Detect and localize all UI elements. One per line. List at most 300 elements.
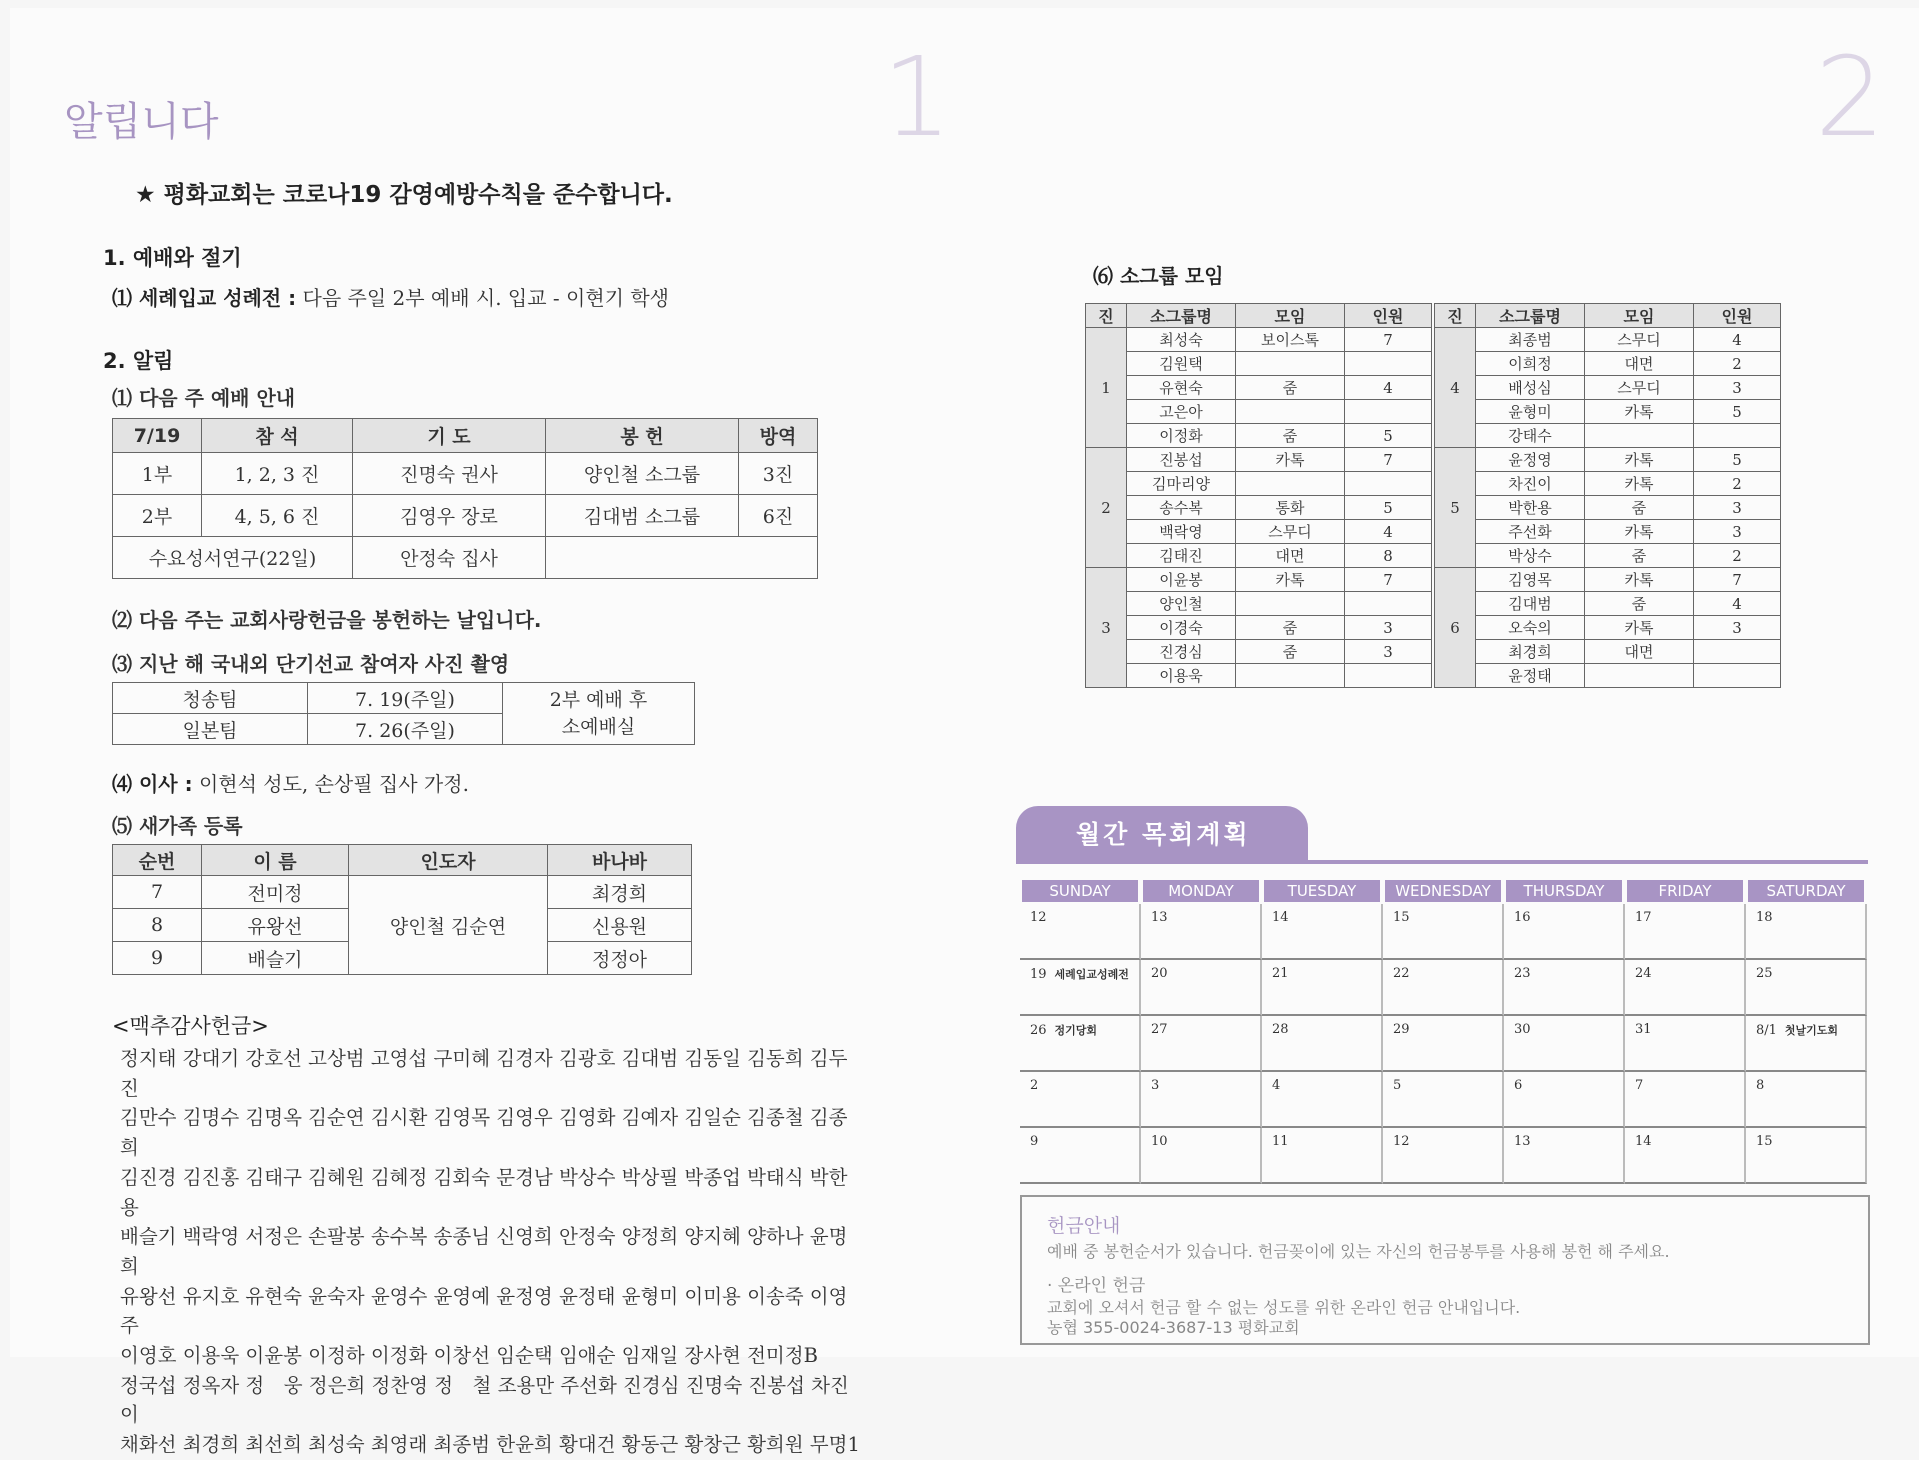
small-group-count <box>1345 352 1432 376</box>
table-row <box>1086 376 1432 400</box>
table-row <box>113 683 695 714</box>
calendar-cell <box>1625 1016 1746 1072</box>
table-row <box>1435 304 1781 328</box>
offering-account: 농협 355-0024-3687-13 평화교회 <box>1047 1318 1300 1337</box>
thanks-line: 김만수 김명수 김명옥 김순연 김시환 김영목 김영우 김영화 김예자 김일순 김종철 김종희 <box>120 1106 848 1160</box>
small-group-name: 고은아 <box>1127 400 1236 424</box>
small-group-method: 줌 <box>1585 544 1694 568</box>
small-group-header: 진 <box>1086 304 1127 328</box>
worship-table <box>112 418 818 579</box>
calendar-cell <box>1383 960 1504 1016</box>
table-row <box>113 876 692 909</box>
table-row <box>1086 520 1432 544</box>
table-row <box>1086 328 1432 352</box>
calendar-date: 17 <box>1635 910 1652 925</box>
calendar-cell <box>1262 1016 1383 1072</box>
small-group-jin: 2 <box>1086 448 1127 568</box>
small-group-name: 오숙의 <box>1476 616 1585 640</box>
small-group-count: 3 <box>1694 496 1781 520</box>
table-row <box>1435 376 1781 400</box>
new-family-no: 8 <box>113 909 202 942</box>
calendar-cell <box>1746 960 1867 1016</box>
calendar-cell <box>1141 1128 1262 1184</box>
table-row <box>1435 568 1781 592</box>
photo-place <box>503 683 695 745</box>
calendar-date: 11 <box>1272 1134 1289 1149</box>
small-group-header: 모임 <box>1236 304 1345 328</box>
small-group-method: 스무디 <box>1585 376 1694 400</box>
small-group-method: 줌 <box>1236 616 1345 640</box>
new-family-table <box>112 844 692 975</box>
worship-header: 기 도 <box>353 419 546 453</box>
small-group-method: 카톡 <box>1585 472 1694 496</box>
small-group-method: 카톡 <box>1585 400 1694 424</box>
small-group-count: 3 <box>1345 616 1432 640</box>
worship-cell: 양인철 소그룹 <box>546 453 739 495</box>
small-group-method: 줌 <box>1236 640 1345 664</box>
thanks-line: 김진경 김진홍 김태구 김혜원 김혜정 김회숙 문경남 박상수 박상필 박종업 박태식 박한용 <box>120 1165 848 1219</box>
moving-notice <box>112 768 469 797</box>
calendar-date: 14 <box>1635 1134 1652 1149</box>
calendar-day-header: FRIDAY <box>1627 880 1743 902</box>
section-worship-title: 1. 예배와 절기 <box>103 246 242 270</box>
small-group-header: 인원 <box>1694 304 1781 328</box>
new-family-leader: 양인철 김순연 <box>349 876 548 975</box>
online-offering-title: · 온라인 헌금 <box>1047 1276 1146 1296</box>
wednesday-prayer: 안정숙 집사 <box>353 537 546 579</box>
calendar-cell <box>1746 1072 1867 1128</box>
small-group-name: 김태진 <box>1127 544 1236 568</box>
calendar-cell <box>1504 1072 1625 1128</box>
calendar-cell <box>1020 1016 1141 1072</box>
small-group-name: 배성심 <box>1476 376 1585 400</box>
new-family-header: 인도자 <box>349 845 548 876</box>
section-worship-item <box>112 282 669 311</box>
calendar-cell <box>1383 1072 1504 1128</box>
small-group-count: 7 <box>1694 568 1781 592</box>
small-group-name: 최성숙 <box>1127 328 1236 352</box>
small-group-name: 윤정영 <box>1476 448 1585 472</box>
worship-cell: 4, 5, 6 진 <box>202 495 353 537</box>
small-group-title: ⑹ 소그룹 모임 <box>1093 264 1224 288</box>
new-family-header: 바나바 <box>548 845 692 876</box>
page-title: 알립니다 <box>64 99 219 145</box>
headline: ★ 평화교회는 코로나19 감영예방수칙을 준수합니다. <box>135 182 673 208</box>
calendar-cell <box>1383 1128 1504 1184</box>
table-row <box>1435 352 1781 376</box>
calendar-event: 세례입교성례전 <box>1054 968 1129 981</box>
table-row <box>1435 544 1781 568</box>
small-group-method <box>1236 400 1345 424</box>
small-group-method: 줌 <box>1236 376 1345 400</box>
table-row <box>1086 448 1432 472</box>
calendar-cell <box>1746 1128 1867 1184</box>
small-group-count: 5 <box>1345 496 1432 520</box>
calendar-cell <box>1625 904 1746 960</box>
calendar-cell <box>1262 904 1383 960</box>
worship-header: 방역 <box>739 419 818 453</box>
table-row <box>1435 328 1781 352</box>
photo-date: 7. 26(주일) <box>308 714 503 745</box>
small-group-header: 소그룹명 <box>1127 304 1236 328</box>
small-group-name: 윤정태 <box>1476 664 1585 688</box>
small-group-count: 4 <box>1345 520 1432 544</box>
table-row <box>1086 352 1432 376</box>
table-row <box>1086 496 1432 520</box>
calendar-date: 4 <box>1272 1078 1281 1093</box>
calendar-cell <box>1020 960 1141 1016</box>
calendar-cell <box>1020 1128 1141 1184</box>
small-group-name: 송수복 <box>1127 496 1236 520</box>
small-group-count: 7 <box>1345 568 1432 592</box>
thanks-offering-list <box>120 1044 860 1460</box>
moving-label: ⑷ 이사 : <box>112 772 193 796</box>
small-group-count: 4 <box>1694 592 1781 616</box>
table-row <box>1086 400 1432 424</box>
small-group-method <box>1585 424 1694 448</box>
worship-cell: 1부 <box>113 453 202 495</box>
calendar-date: 23 <box>1514 966 1531 981</box>
calendar-date: 13 <box>1514 1134 1531 1149</box>
small-group-name: 박상수 <box>1476 544 1585 568</box>
worship-cell: 진명숙 권사 <box>353 453 546 495</box>
table-row <box>1086 424 1432 448</box>
table-row <box>1086 664 1432 688</box>
table-row <box>1086 472 1432 496</box>
moving-text: 이현석 성도, 손상필 집사 가정. <box>198 772 469 796</box>
small-group-name: 이윤봉 <box>1127 568 1236 592</box>
small-group-count: 3 <box>1345 640 1432 664</box>
calendar-date: 19 <box>1030 967 1047 982</box>
table-row <box>1435 616 1781 640</box>
small-group-method: 카톡 <box>1236 568 1345 592</box>
calendar-date: 29 <box>1393 1022 1410 1037</box>
calendar-date: 12 <box>1393 1134 1410 1149</box>
small-group-name: 이경숙 <box>1127 616 1236 640</box>
calendar-day-header: THURSDAY <box>1506 880 1622 902</box>
small-group-method: 카톡 <box>1585 616 1694 640</box>
small-group-jin: 5 <box>1435 448 1476 568</box>
calendar-day-header: SATURDAY <box>1748 880 1864 902</box>
small-group-header: 소그룹명 <box>1476 304 1585 328</box>
small-group-count <box>1694 424 1781 448</box>
thanks-line: 정국섭 정옥자 정 웅 정은희 정찬영 정 철 조용만 주선화 진경심 진명숙 진봉섭 차진이 <box>120 1373 849 1427</box>
small-group-method: 카톡 <box>1585 520 1694 544</box>
small-group-method <box>1585 664 1694 688</box>
small-group-method <box>1236 664 1345 688</box>
table-row <box>1086 544 1432 568</box>
photo-team: 청송팀 <box>113 683 308 714</box>
small-group-count: 7 <box>1345 328 1432 352</box>
small-group-name: 차진이 <box>1476 472 1585 496</box>
small-group-count: 3 <box>1694 376 1781 400</box>
monthly-plan-tab: 월간 목회계획 <box>1016 806 1308 864</box>
small-group-name: 김원택 <box>1127 352 1236 376</box>
next-worship-heading: ⑴ 다음 주 예배 안내 <box>112 386 296 410</box>
calendar-cell <box>1504 1016 1625 1072</box>
small-group-name: 최종범 <box>1476 328 1585 352</box>
table-row <box>1435 592 1781 616</box>
small-group-count: 5 <box>1694 400 1781 424</box>
baptism-text: 다음 주일 2부 예배 시. 입교 - 이현기 학생 <box>302 286 669 310</box>
small-group-method <box>1236 592 1345 616</box>
small-group-jin: 1 <box>1086 328 1127 448</box>
small-group-name: 김대범 <box>1476 592 1585 616</box>
calendar-cell <box>1746 904 1867 960</box>
small-group-count: 5 <box>1694 448 1781 472</box>
calendar-date: 3 <box>1151 1078 1160 1093</box>
worship-cell: 1, 2, 3 진 <box>202 453 353 495</box>
monthly-plan-bar <box>1016 860 1868 864</box>
small-group-count: 7 <box>1345 448 1432 472</box>
small-group-method: 대면 <box>1585 640 1694 664</box>
small-group-count: 2 <box>1694 352 1781 376</box>
small-group-method: 카톡 <box>1585 448 1694 472</box>
calendar-date: 28 <box>1272 1022 1289 1037</box>
small-group-count <box>1694 640 1781 664</box>
calendar-date: 26 <box>1030 1023 1047 1038</box>
photo-team: 일본팀 <box>113 714 308 745</box>
calendar-day-header: SUNDAY <box>1022 880 1138 902</box>
photo-date: 7. 19(주일) <box>308 683 503 714</box>
calendar-date: 9 <box>1030 1134 1039 1149</box>
small-group-name: 주선화 <box>1476 520 1585 544</box>
calendar-day-header: WEDNESDAY <box>1385 880 1501 902</box>
small-group-count <box>1345 664 1432 688</box>
thanks-line: 배슬기 백락영 서정은 손팔봉 송수복 송종님 신영희 안정숙 양정희 양지혜 양하나 윤명희 <box>120 1225 848 1278</box>
small-group-method: 카톡 <box>1585 568 1694 592</box>
small-group-count: 4 <box>1694 328 1781 352</box>
small-group-count: 5 <box>1345 424 1432 448</box>
calendar-cell <box>1383 1016 1504 1072</box>
small-group-name: 김마리양 <box>1127 472 1236 496</box>
baptism-label: ⑴ 세례입교 성례전 : <box>112 286 297 310</box>
small-group-method: 줌 <box>1585 496 1694 520</box>
calendar-day-header: MONDAY <box>1143 880 1259 902</box>
table-row <box>1086 616 1432 640</box>
calendar-date: 21 <box>1272 966 1289 981</box>
worship-header: 봉 헌 <box>546 419 739 453</box>
table-row <box>113 453 818 495</box>
calendar-cell <box>1141 904 1262 960</box>
small-group-method <box>1236 472 1345 496</box>
new-family-heading: ⑸ 새가족 등록 <box>112 814 243 838</box>
calendar-cell <box>1141 960 1262 1016</box>
small-group-name: 양인철 <box>1127 592 1236 616</box>
small-group-name: 진봉섭 <box>1127 448 1236 472</box>
calendar-cell <box>1262 1128 1383 1184</box>
small-group-count: 8 <box>1345 544 1432 568</box>
new-family-barnabas: 최경희 <box>548 876 692 909</box>
small-group-name: 최경희 <box>1476 640 1585 664</box>
small-group-method: 카톡 <box>1236 448 1345 472</box>
calendar-date: 20 <box>1151 966 1168 981</box>
small-group-method: 줌 <box>1585 592 1694 616</box>
calendar-date: 22 <box>1393 966 1410 981</box>
worship-header: 7/19 <box>113 419 202 453</box>
small-group-count <box>1345 472 1432 496</box>
calendar-cell <box>1262 1072 1383 1128</box>
small-group-header: 인원 <box>1345 304 1432 328</box>
small-group-count: 3 <box>1694 520 1781 544</box>
thanks-line: 이영호 이용욱 이윤봉 이정하 이정화 이창선 임순택 임애순 임재일 장사현 전미정B <box>120 1344 818 1368</box>
calendar-cell <box>1746 1016 1867 1072</box>
table-row <box>1435 496 1781 520</box>
small-group-method: 보이스톡 <box>1236 328 1345 352</box>
new-family-header: 이 름 <box>202 845 349 876</box>
calendar-date: 31 <box>1635 1022 1652 1037</box>
new-family-no: 7 <box>113 876 202 909</box>
calendar-date: 16 <box>1514 910 1531 925</box>
worship-cell: 2부 <box>113 495 202 537</box>
calendar-date: 2 <box>1030 1078 1039 1093</box>
empty-cell <box>546 537 818 579</box>
online-offering-text: 교회에 오셔서 헌금 할 수 없는 성도를 위한 온라인 헌금 안내입니다. <box>1047 1298 1521 1317</box>
worship-cell: 3진 <box>739 453 818 495</box>
small-group-name: 백락영 <box>1127 520 1236 544</box>
calendar-date: 8 <box>1756 1078 1765 1093</box>
calendar-date: 5 <box>1393 1078 1402 1093</box>
church-love-offering-notice: ⑵ 다음 주는 교회사랑헌금을 봉헌하는 날입니다. <box>112 608 542 632</box>
small-group-name: 이희정 <box>1476 352 1585 376</box>
small-group-count: 3 <box>1694 616 1781 640</box>
small-group-method: 줌 <box>1236 424 1345 448</box>
wednesday-study: 수요성서연구(22일) <box>113 537 353 579</box>
photo-note-line1: 2부 예배 후 <box>549 688 648 711</box>
small-group-method: 대면 <box>1585 352 1694 376</box>
calendar-cell <box>1020 904 1141 960</box>
table-row <box>1435 448 1781 472</box>
calendar-event: 정기당회 <box>1054 1024 1098 1037</box>
small-group-count <box>1694 664 1781 688</box>
small-group-name: 이정화 <box>1127 424 1236 448</box>
small-group-table-right <box>1434 303 1781 688</box>
mission-photo-notice: ⑶ 지난 해 국내외 단기선교 참여자 사진 촬영 <box>112 652 510 676</box>
calendar-date: 12 <box>1030 910 1047 925</box>
table-row <box>1086 568 1432 592</box>
new-family-name: 배슬기 <box>202 942 349 975</box>
small-group-method: 스무디 <box>1585 328 1694 352</box>
calendar-date: 14 <box>1272 910 1289 925</box>
table-row <box>1086 592 1432 616</box>
worship-cell: 6진 <box>739 495 818 537</box>
table-row <box>1086 640 1432 664</box>
calendar-cell <box>1141 1016 1262 1072</box>
calendar-date: 10 <box>1151 1134 1168 1149</box>
table-row <box>113 537 818 579</box>
small-group-count: 2 <box>1694 472 1781 496</box>
calendar-date: 25 <box>1756 966 1773 981</box>
calendar-cell <box>1625 960 1746 1016</box>
section-notice-title: 2. 알림 <box>103 349 174 373</box>
table-row <box>113 495 818 537</box>
small-group-name: 진경심 <box>1127 640 1236 664</box>
calendar-date: 13 <box>1151 910 1168 925</box>
thanks-line: 채화선 최경희 최선희 최성숙 최영래 최종범 한윤희 황대건 황동근 황창근 황희원 무명1 <box>120 1433 860 1457</box>
new-family-header: 순번 <box>113 845 202 876</box>
small-group-jin: 4 <box>1435 328 1476 448</box>
small-group-name: 윤형미 <box>1476 400 1585 424</box>
offering-text: 예배 중 봉헌순서가 있습니다. 헌금꽂이에 있는 자신의 헌금봉투를 사용해 봉헌 해 주세요. <box>1047 1242 1670 1261</box>
new-family-barnabas: 신용원 <box>548 909 692 942</box>
calendar-cell <box>1504 1128 1625 1184</box>
page-number-left: 1 <box>882 33 952 161</box>
calendar-date: 18 <box>1756 910 1773 925</box>
small-group-table-left <box>1085 303 1432 688</box>
small-group-name: 김영목 <box>1476 568 1585 592</box>
calendar-date: 6 <box>1514 1078 1523 1093</box>
photo-table <box>112 682 695 745</box>
calendar-date: 7 <box>1635 1078 1644 1093</box>
new-family-name: 전미정 <box>202 876 349 909</box>
calendar-cell <box>1262 960 1383 1016</box>
calendar-cell <box>1504 960 1625 1016</box>
calendar-cell <box>1020 1072 1141 1128</box>
calendar-date: 15 <box>1756 1134 1773 1149</box>
page-number-right: 2 <box>1815 33 1885 161</box>
calendar-date: 15 <box>1393 910 1410 925</box>
calendar-cell <box>1504 904 1625 960</box>
calendar-date: 30 <box>1514 1022 1531 1037</box>
calendar-cell <box>1383 904 1504 960</box>
calendar-cell <box>1625 1072 1746 1128</box>
small-group-header: 진 <box>1435 304 1476 328</box>
table-row <box>1435 664 1781 688</box>
small-group-method: 통화 <box>1236 496 1345 520</box>
thanks-title: <맥추감사헌금> <box>112 1014 269 1038</box>
small-group-count <box>1345 592 1432 616</box>
worship-header: 참 석 <box>202 419 353 453</box>
calendar-cell <box>1141 1072 1262 1128</box>
thanks-line: 정지태 강대기 강호선 고상범 고영섭 구미혜 김경자 김광호 김대범 김동일 김동희 김두진 <box>120 1047 848 1100</box>
calendar-cell <box>1625 1128 1746 1184</box>
new-family-no: 9 <box>113 942 202 975</box>
table-row <box>1435 472 1781 496</box>
small-group-count: 4 <box>1345 376 1432 400</box>
calendar-date: 24 <box>1635 966 1652 981</box>
new-family-barnabas: 정정아 <box>548 942 692 975</box>
worship-cell: 김영우 장로 <box>353 495 546 537</box>
small-group-name: 유현숙 <box>1127 376 1236 400</box>
offering-info-box <box>1020 1195 1870 1345</box>
small-group-jin: 6 <box>1435 568 1476 688</box>
table-row <box>1435 424 1781 448</box>
small-group-name: 이용욱 <box>1127 664 1236 688</box>
offering-title: 헌금안내 <box>1047 1215 1121 1237</box>
thanks-line: 유왕선 유지호 유현숙 윤숙자 윤영수 윤영예 윤정영 윤정태 윤형미 이미용 이송죽 이영주 <box>120 1284 848 1338</box>
small-group-jin: 3 <box>1086 568 1127 688</box>
table-row <box>1435 400 1781 424</box>
table-row <box>1435 640 1781 664</box>
table-row <box>1086 304 1432 328</box>
table-row <box>1435 520 1781 544</box>
worship-cell: 김대범 소그룹 <box>546 495 739 537</box>
small-group-method <box>1236 352 1345 376</box>
calendar-event: 첫날기도회 <box>1784 1024 1839 1037</box>
small-group-name: 박한용 <box>1476 496 1585 520</box>
small-group-count <box>1345 400 1432 424</box>
small-group-name: 강태수 <box>1476 424 1585 448</box>
calendar-day-header: TUESDAY <box>1264 880 1380 902</box>
calendar-date: 8/1 <box>1756 1023 1777 1038</box>
small-group-count: 2 <box>1694 544 1781 568</box>
small-group-method: 스무디 <box>1236 520 1345 544</box>
small-group-method: 대면 <box>1236 544 1345 568</box>
small-group-header: 모임 <box>1585 304 1694 328</box>
photo-note-line2: 소예배실 <box>561 715 636 738</box>
calendar-date: 27 <box>1151 1022 1168 1037</box>
new-family-name: 유왕선 <box>202 909 349 942</box>
